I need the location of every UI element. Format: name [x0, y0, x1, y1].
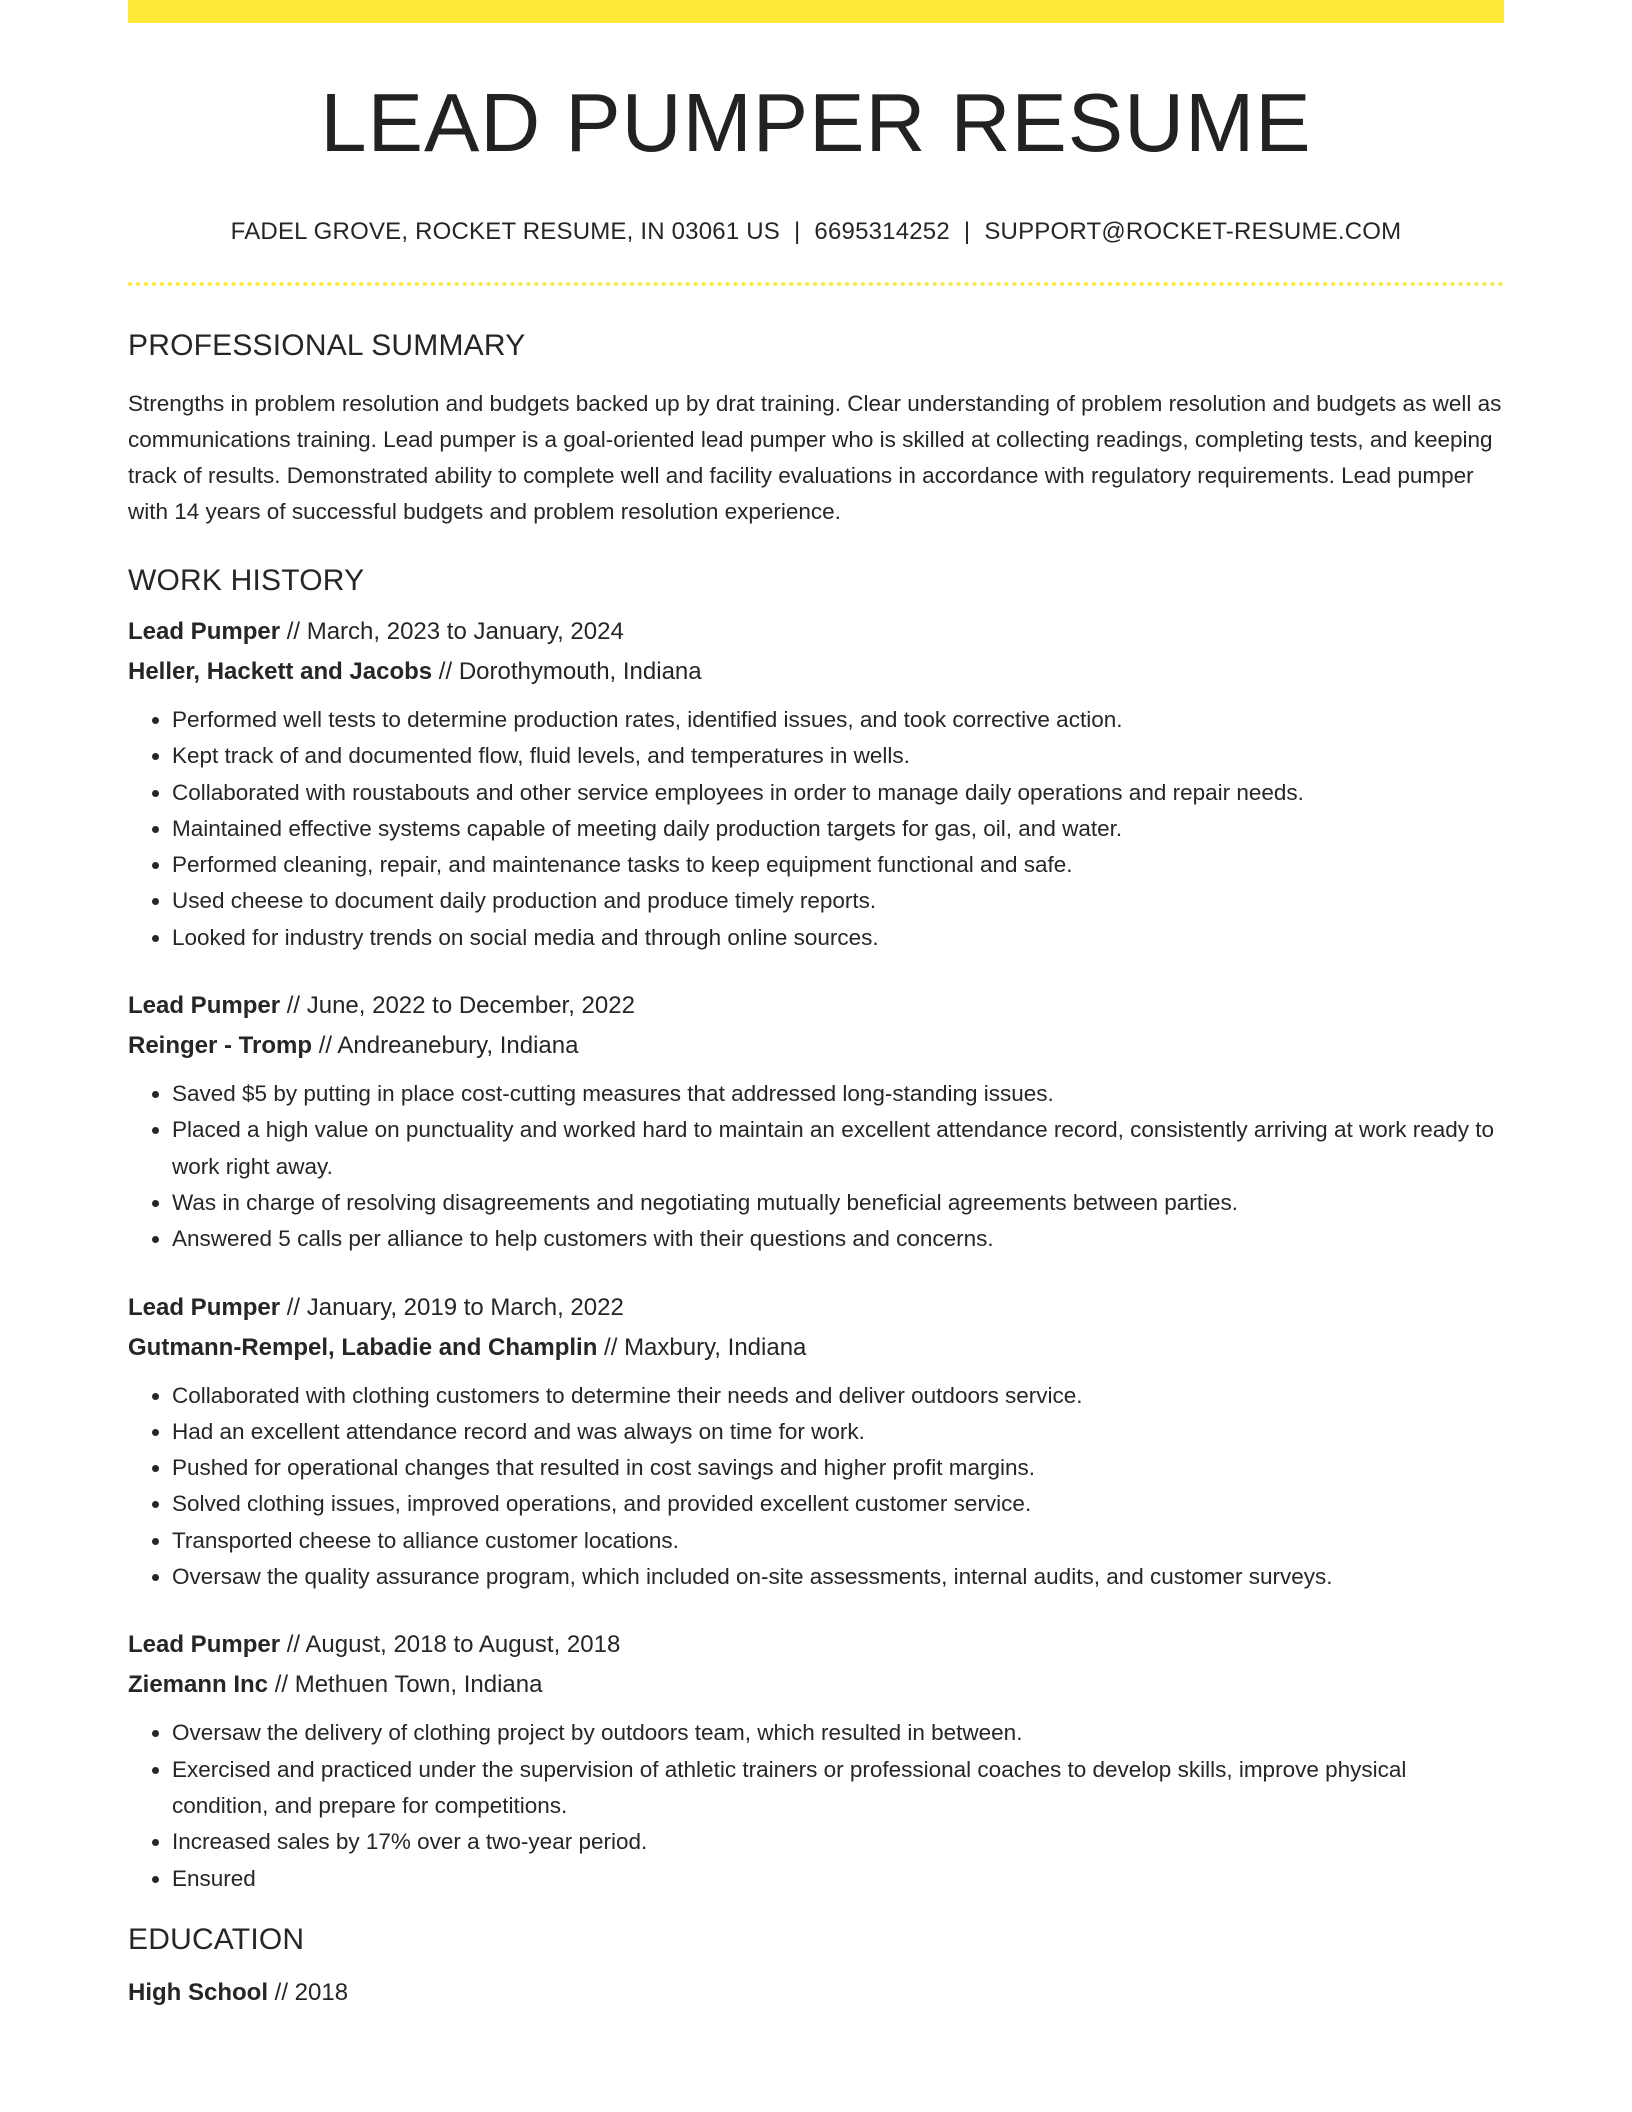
job-entry	[128, 1288, 1504, 1596]
school-name: High School	[128, 1978, 268, 2006]
job-bullet-list	[128, 1076, 1504, 1257]
job-entry	[128, 1625, 1504, 1896]
job-company-line	[128, 1026, 1504, 1066]
job-company-line	[128, 652, 1504, 692]
job-company-line	[128, 1328, 1504, 1368]
job-bullet: • Solved clothing issues, improved operations, and provided excellent customer service.	[172, 1486, 1504, 1522]
education-heading: EDUCATION	[128, 1922, 305, 1956]
job-bullet: • Placed a high value on punctuality and worked hard to maintain an excellent attendance record, consistently arriving at work ready to work right away.	[172, 1112, 1504, 1185]
company-name: Ziemann Inc	[128, 1671, 269, 1699]
job-bullet: • Ensured	[172, 1861, 1504, 1897]
company-name: Reinger - Tromp	[128, 1032, 313, 1060]
education-entry	[128, 1973, 1504, 2013]
resume-page	[128, 0, 1504, 2013]
job-dates: // March, 2023 to January, 2024	[280, 618, 624, 645]
company-name: Heller, Hackett and Jacobs	[128, 658, 433, 685]
contact-separator: |	[793, 218, 801, 245]
contact-email: SUPPORT@ROCKET-RESUME.COM	[984, 218, 1402, 245]
job-dates: // June, 2022 to December, 2022	[280, 992, 635, 1020]
top-accent-bar	[128, 0, 1504, 23]
job-bullet: • Exercised and practiced under the supervision of athletic trainers or professional coaches to develop skills, improve physical condition, and prepare for competitions.	[172, 1752, 1504, 1825]
job-bullet: • Transported cheese to alliance customer locations.	[172, 1523, 1504, 1559]
job-bullet: • Saved $5 by putting in place cost-cutting measures that addressed long-standing issues.	[172, 1076, 1504, 1112]
job-title: Lead Pumper	[128, 992, 281, 1020]
job-title-line	[128, 1288, 1504, 1328]
job-location: // Methuen Town, Indiana	[268, 1671, 543, 1699]
job-bullet: • Collaborated with roustabouts and other service employees in order to manage daily operations and repair needs.	[172, 775, 1504, 811]
job-title: Lead Pumper	[128, 1293, 281, 1321]
job-bullet-list	[128, 1715, 1504, 1896]
job-dates: // August, 2018 to August, 2018	[280, 1631, 621, 1659]
contact-separator: |	[963, 218, 971, 245]
job-entry	[128, 612, 1504, 956]
contact-phone: 6695314252	[814, 218, 950, 245]
job-title: Lead Pumper	[128, 1631, 281, 1659]
job-entry	[128, 986, 1504, 1257]
work-history-heading: WORK HISTORY	[128, 564, 365, 597]
job-bullet: • Oversaw the delivery of clothing project by outdoors team, which resulted in between.	[172, 1715, 1504, 1751]
education-year: // 2018	[268, 1978, 349, 2006]
job-title-line	[128, 986, 1504, 1026]
job-title-line	[128, 612, 1504, 652]
contact-address: FADEL GROVE, ROCKET RESUME, IN 03061 US	[230, 218, 780, 245]
summary-heading: PROFESSIONAL SUMMARY	[128, 329, 526, 362]
job-bullet: • Used cheese to document daily production and produce timely reports.	[172, 883, 1504, 919]
job-bullet: • Kept track of and documented flow, fluid levels, and temperatures in wells.	[172, 738, 1504, 774]
contact-line	[128, 220, 1504, 244]
job-bullet-list	[128, 1378, 1504, 1596]
job-bullet: • Had an excellent attendance record and was always on time for work.	[172, 1414, 1504, 1450]
job-bullet: • Maintained effective systems capable of meeting daily production targets for gas, oil, and water.	[172, 811, 1504, 847]
job-bullet: • Collaborated with clothing customers to determine their needs and deliver outdoors service.	[172, 1378, 1504, 1414]
job-bullet: • Answered 5 calls per alliance to help customers with their questions and concerns.	[172, 1221, 1504, 1257]
summary-text: Strengths in problem resolution and budgets backed up by drat training. Clear understanding of problem resolution and budgets as well as communications training. Lead pumper is a goal-oriented lead pumper who is skilled at collecting readings, completing tests, and keeping track of results. Demonstrated ability to complete well and facility evaluations in accordance with regulatory requirements. Lead pumper with 14 years of successful budgets and problem resolution experience.	[128, 391, 1502, 524]
job-company-line	[128, 1665, 1504, 1705]
job-bullet: • Performed well tests to determine production rates, identified issues, and took corrective action.	[172, 702, 1504, 738]
company-name: Gutmann-Rempel, Labadie and Champlin	[128, 1333, 598, 1361]
resume-title: LEAD PUMPER RESUME	[320, 76, 1312, 169]
job-title: Lead Pumper	[128, 618, 281, 645]
job-title-line	[128, 1625, 1504, 1665]
job-bullet: • Oversaw the quality assurance program, which included on-site assessments, internal audits, and customer surveys.	[172, 1559, 1504, 1595]
job-bullet-list	[128, 702, 1504, 956]
job-location: // Maxbury, Indiana	[597, 1333, 807, 1361]
job-location: // Andreanebury, Indiana	[312, 1032, 579, 1060]
job-bullet: • Pushed for operational changes that resulted in cost savings and higher profit margins.	[172, 1450, 1504, 1486]
dotted-divider	[128, 282, 1504, 286]
work-history-list	[128, 612, 1504, 1897]
job-dates: // January, 2019 to March, 2022	[280, 1293, 624, 1321]
job-bullet: • Performed cleaning, repair, and maintenance tasks to keep equipment functional and safe.	[172, 847, 1504, 883]
job-bullet: • Was in charge of resolving disagreements and negotiating mutually beneficial agreements between parties.	[172, 1185, 1504, 1221]
job-bullet: • Looked for industry trends on social media and through online sources.	[172, 920, 1504, 956]
job-bullet: • Increased sales by 17% over a two-year period.	[172, 1824, 1504, 1860]
job-location: // Dorothymouth, Indiana	[432, 658, 702, 685]
